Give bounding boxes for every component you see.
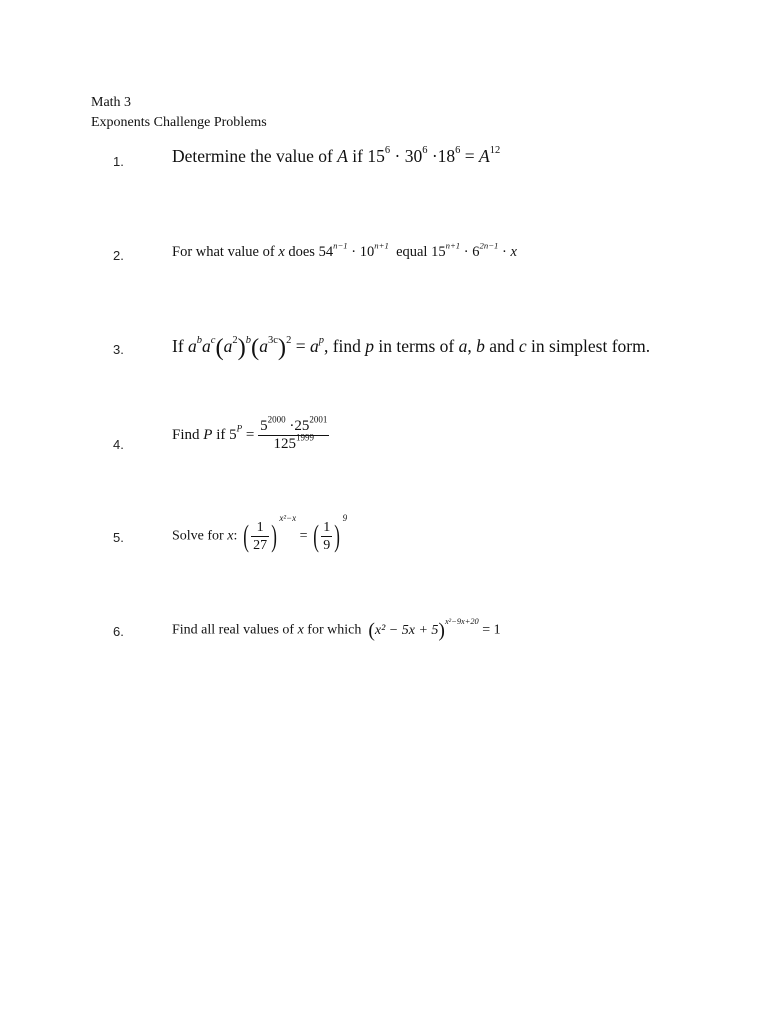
problem-2-term-4: $6^{2n-1}$ <box>472 240 499 260</box>
problem-4-if: if $5^P$ <box>216 423 243 443</box>
problem-3-and: and <box>489 336 515 357</box>
problem-3-lead: If <box>172 336 184 357</box>
problem-6-lead: Find all real values of <box>172 622 295 638</box>
problem-4-equals: = <box>245 426 255 443</box>
problem-1-number: 1. <box>113 154 124 169</box>
problem-5-exponent-2: 9 <box>342 513 348 523</box>
problem-6-var-x: x <box>297 622 304 638</box>
problem-5-lead: Solve for <box>172 528 224 544</box>
problem-2: For what value of x does $54^{n-1} \cdot 10^{n+1}$ equal $15^{n+1} \cdot 6^{2n-1} \cdot x$ <box>172 240 517 260</box>
problem-6-for-which: for which <box>307 622 362 638</box>
problem-4 <box>172 414 329 453</box>
problem-5-fraction-1: ( $\frac{1}{27}$ ) x²−x <box>243 513 297 554</box>
problem-5-var-x: x <box>227 528 234 544</box>
problem-2-term-3: $15^{n+1}$ <box>431 240 461 260</box>
problem-1-term-2: $30^6$ <box>404 145 428 166</box>
problem-3-number: 3. <box>113 342 124 357</box>
problem-4-number: 4. <box>113 437 124 452</box>
problem-2-tail: x <box>510 244 517 260</box>
problem-2-term-1: $54^{n-1}$ <box>318 240 348 260</box>
problem-3: If $a^ba^c(a^2)^b(a^{3c})^2 = a^p$, find p in terms of a, b and c in simplest form. <box>172 334 651 361</box>
problem-5-number: 5. <box>113 530 124 545</box>
problem-1-if: if <box>352 146 363 166</box>
problem-6-number: 6. <box>113 624 124 639</box>
worksheet-title: Exponents Challenge Problems <box>91 115 267 130</box>
problem-4-var-p: P <box>203 426 213 443</box>
problem-1-rhs: $A^{12}$ <box>479 145 501 166</box>
problem-2-lead: For what value of <box>172 244 275 260</box>
problem-5-fraction-2: ( $\frac{1}{9}$ ) 9 <box>313 513 348 554</box>
problem-1: Determine the value of A if $15^6 \cdot 30^6 \cdot 18^6 = A^{12}$ <box>172 145 501 166</box>
problem-5: Solve for x: ( $\frac{1}{27}$ ) x²−x = ( $\frac{1}{9}$ ) 9 <box>172 513 348 554</box>
problem-5-equals: = <box>299 528 308 544</box>
course-title: Math 3 <box>91 95 132 110</box>
problem-1-equals: = <box>464 146 475 166</box>
problem-1-term-3: $18^6$ <box>437 145 461 166</box>
problem-3-var-p: p <box>365 336 375 357</box>
problem-1-var-a: A <box>337 146 348 166</box>
problem-3-expression: $a^ba^c(a^2)^b(a^{3c})^2 = a^p$ <box>188 334 324 361</box>
problem-2-number: 2. <box>113 248 124 263</box>
problem-4-fraction <box>258 414 329 453</box>
problem-2-equal: equal <box>396 244 428 260</box>
problem-3-tail: in simplest form. <box>531 336 651 357</box>
problem-4-numerator: $5^{2000} \cdot 25^{2001}$ <box>260 414 328 434</box>
problem-3-terms: in terms of <box>378 336 455 357</box>
problem-6-rhs: = 1 <box>482 622 501 638</box>
problem-2-var-x: x <box>278 244 285 260</box>
problem-4-denominator: $125^{1999}$ <box>258 435 329 453</box>
problem-1-lead: Determine the value of <box>172 146 333 166</box>
problem-1-term-1: $15^6$ <box>367 145 391 166</box>
problem-4-lead: Find <box>172 426 200 443</box>
problem-6 <box>172 616 501 642</box>
problem-6-base: $(x^2 - 5x + 5)^{x^2-9x+20}$ <box>368 616 479 641</box>
problem-5-exponent-1: x²−x <box>279 513 297 523</box>
problem-3-find: , find <box>323 336 361 357</box>
problem-2-does: does <box>288 244 315 260</box>
problem-2-term-2: $10^{n+1}$ <box>359 240 389 260</box>
